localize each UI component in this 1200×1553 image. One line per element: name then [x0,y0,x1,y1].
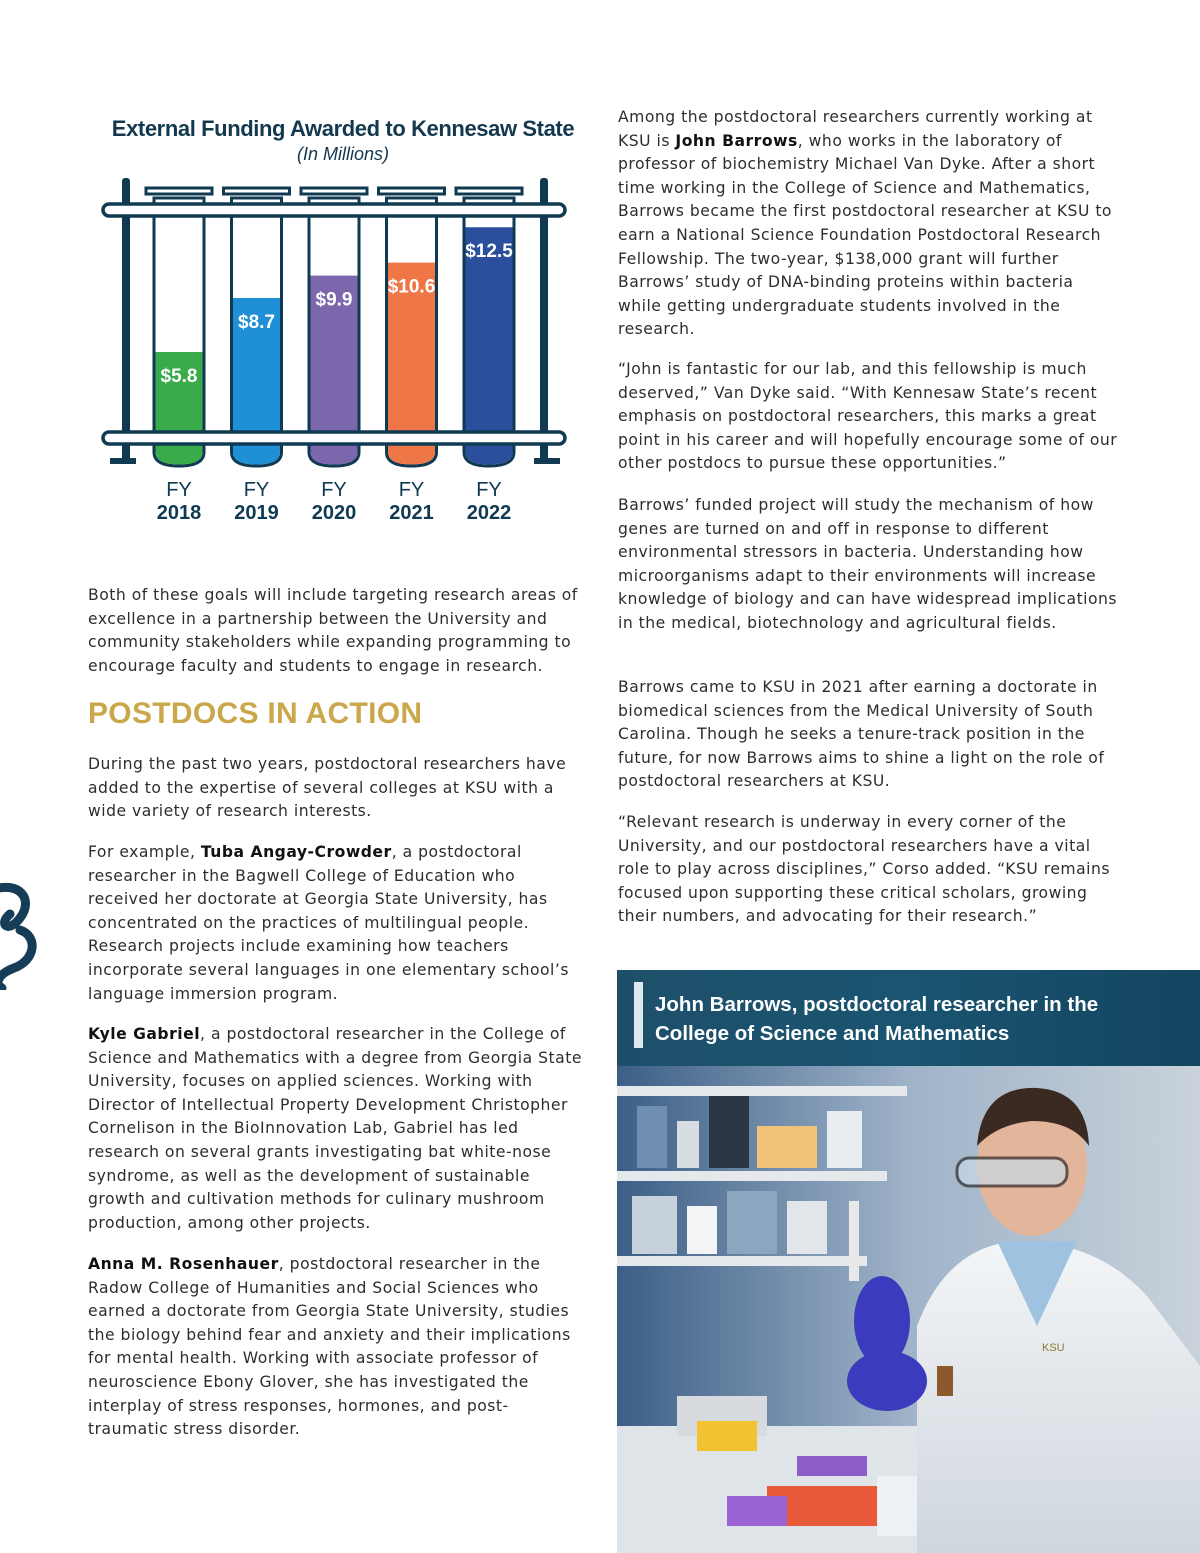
photo-caption: John Barrows, postdoctoral researcher in the College of Science and Mathematics [655,993,1099,1045]
rack-foot-left [110,458,136,464]
tube-cap [301,188,367,194]
x-tick-label-line1: FY [476,479,502,501]
rack-rail-bottom [103,432,565,444]
tube-cap [456,188,522,194]
x-tick-label-line1: FY [321,479,347,501]
x-tick-label-line1: FY [243,479,270,501]
barrows-paragraph-4: Barrows came to KSU in 2021 after earning a doctorate in biomedical sciences from the Medical University of South Carolina. Though he seeks a tenure-track position in the future, for now Barrows aims to shine a light on the role of postdoctoral researchers at KSU. [618,678,1105,791]
tube-cap [224,188,290,194]
x-tick-label-line2: 2019 [234,502,279,524]
chart-plot [88,168,588,528]
x-tick-label-line2: 2020 [311,502,357,524]
x-tick-label-line2: 2022 [466,502,512,524]
decorative-swash-icon [0,880,40,990]
person-name: Tuba Angay-Crowder [200,843,392,861]
barrows-paragraph-3: Barrows’ funded project will study the mechanism of how genes are turned on and off in response to different environmental stressors in bacteria. Understanding how microorganisms adapt to their environments will increase knowledge of biology and can have widespread implications in the medical, biotechnology and agricultural fields. [618,496,1118,632]
postdocs-paragraph-4: Anna M. Rosenhauer, postdoctoral researcher in the Radow College of Humanities and Social Sciences who earned a doctorate from Georgia State University, studies the biology behind fear and anxiety and their implications for mental health. Working with associate professor of neuroscience Ebony Glover, she has investigated the interplay of stress responses, hormones, and post-traumatic stress disorder. [88,1255,571,1439]
rack-post-right [540,178,548,463]
barrows-paragraph-5: “Relevant research is underway in every corner of the University, and our postdoctoral researchers have a vital role to play across disciplines,” Corso added. “KSU remains focused upon supporting these critical scholars, growing their numbers, and advocating for their research.” [618,813,1110,926]
photo-caption-bar [617,970,1200,1066]
photo-card [617,970,1200,1553]
barrows-paragraph-2: “John is fantastic for our lab, and this fellowship is much deserved,” Van Dyke said. “With Kennesaw State’s recent emphasis on postdoctoral researchers, this marks a great point in his career and will hopefully encourage some of our other postdocs to pursue these opportunities.” [618,360,1118,473]
bar-value-label: $5.8 [160,366,198,387]
tube-cap [379,188,445,194]
coat-badge-text: KSU [1042,1342,1065,1354]
postdocs-paragraph-2: For example, Tuba Angay-Crowder, a postdoctoral researcher in the Bagwell College of Education who received her doctorate at Georgia State University, has concentrated on the practices of multilingual people. Research projects include examining how teachers incorporate several languages in one elementary school’s language immersion program. [88,843,569,1003]
funding-bar [466,227,513,464]
funding-chart [88,110,588,530]
rack-rail-top [103,204,565,216]
bar-value-label: $9.9 [315,289,353,311]
chart-subtitle: (In Millions) [296,144,389,164]
x-tick-label-line2: 2021 [389,502,434,524]
x-tick-label-line1: FY [398,479,425,501]
bar-value-label: $8.7 [238,312,275,333]
chart-title: External Funding Awarded to Kennesaw State [111,116,575,141]
bar-value-label: $12.5 [465,241,513,263]
rack-post-left [122,178,130,463]
postdocs-paragraph-3: Kyle Gabriel, a postdoctoral researcher in the College of Science and Mathematics with a degree from Georgia State University, focuses on applied sciences. Working with Director of Intellectual Property Development Christopher Cornelison in the BioInnovation Lab, Gabriel has led research on several grants investigating bat white-nose syndrome, as well as the development of sustainable growth and cultivation methods for culinary mushroom production, among other projects. [88,1025,582,1232]
rack-foot-right [534,458,560,464]
x-tick-label-line2: 2018 [156,502,202,524]
bar-value-label: $10.6 [387,276,436,298]
tube-cap [146,188,212,194]
researcher-in-lab-image [617,1066,1200,1553]
lab-photo [617,1066,1200,1553]
postdocs-paragraph-1: During the past two years, postdoctoral researchers have added to the expertise of several colleges at KSU with a wide variety of research interests. [88,755,567,821]
intro-paragraph: Both of these goals will include targeting research areas of excellence in a partnership between the University and community stakeholders while expanding programming to encourage faculty and students to engage in research. [88,586,578,675]
person-name: John Barrows [675,131,798,150]
barrows-paragraph-1: Among the postdoctoral researchers currently working at KSU is John Barrows, who works in the laboratory of professor of biochemistry Michael Van Dyke. After a short time working in the College of Science and Mathematics, Barrows became the first postdoctoral researcher at KSU to earn a National Science Foundation Postdoctoral Research Fellowship. The two-year, $138,000 grant will further Barrows’ study of DNA-binding proteins within bacteria while getting undergraduate students involved in the research. [618,108,1112,339]
caption-accent [634,982,643,1048]
x-tick-label-line1: FY [166,479,192,501]
section-heading: POSTDOCS IN ACTION [88,697,423,730]
person-name: Anna M. Rosenhauer [88,1255,279,1273]
person-name: Kyle Gabriel [88,1025,201,1043]
